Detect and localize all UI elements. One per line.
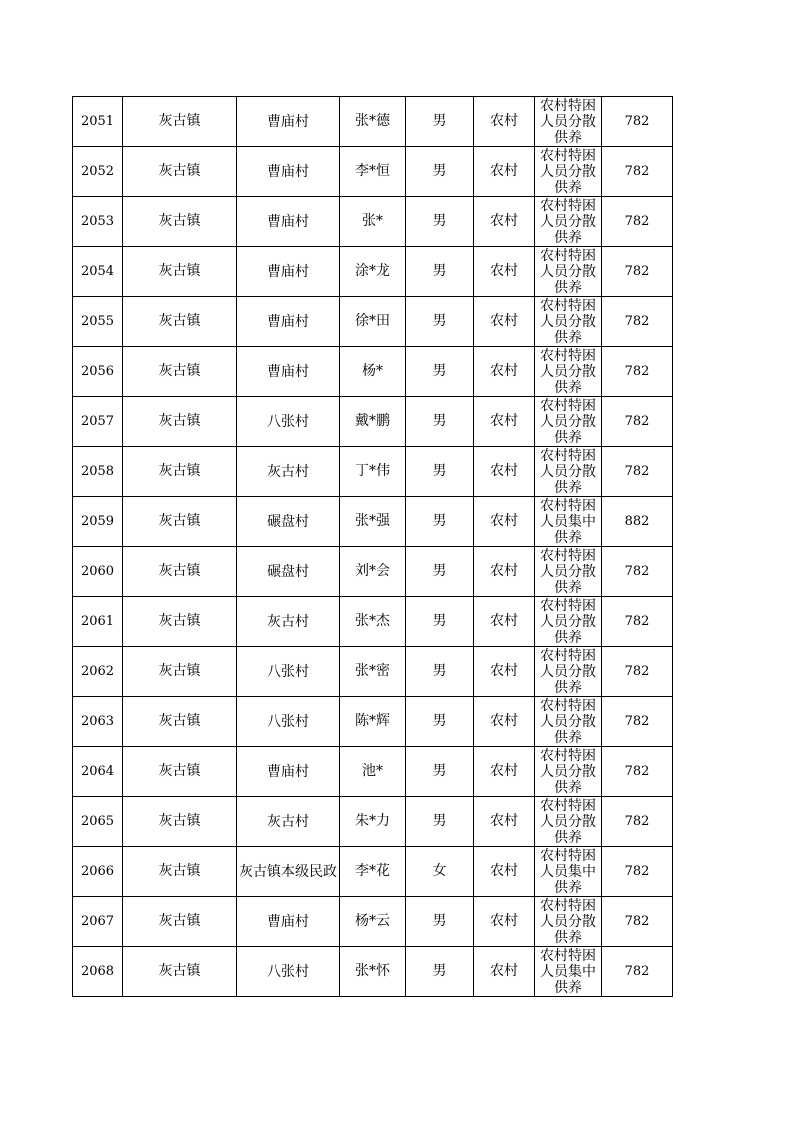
village-cell [237,547,340,597]
row-number-cell: 2063 [73,697,123,747]
row-number-cell: 2068 [73,947,123,997]
support-category-text: 农村特困人员集中供养 [540,948,596,996]
gender-cell: 女 [406,847,474,897]
row-number-cell: 2062 [73,647,123,697]
household-type-cell: 农村 [474,297,535,347]
support-category-text: 农村特困人员集中供养 [540,498,596,546]
amount-cell: 782 [602,547,673,597]
gender-cell: 男 [406,447,474,497]
support-category-text: 农村特困人员分散供养 [540,198,596,246]
village-text: 八张村 [267,963,309,980]
support-category-cell [535,397,602,447]
amount-cell: 782 [602,297,673,347]
support-category-cell [535,497,602,547]
support-category-cell [535,147,602,197]
row-number-cell: 2052 [73,147,123,197]
village-cell [237,947,340,997]
row-number-cell: 2067 [73,897,123,947]
gender-cell: 男 [406,547,474,597]
town-cell: 灰古镇 [123,247,237,297]
name-cell: 杨* [340,347,406,397]
village-text: 八张村 [267,413,309,430]
amount-cell: 782 [602,647,673,697]
household-type-cell: 农村 [474,647,535,697]
table-row [73,547,673,597]
household-type-cell: 农村 [474,497,535,547]
town-cell: 灰古镇 [123,497,237,547]
table-row [73,347,673,397]
support-category-cell [535,747,602,797]
village-text: 灰古村 [267,613,309,630]
gender-cell: 男 [406,97,474,147]
village-cell [237,247,340,297]
town-cell: 灰古镇 [123,847,237,897]
village-cell [237,347,340,397]
household-type-cell: 农村 [474,97,535,147]
name-cell: 杨*云 [340,897,406,947]
support-category-text: 农村特困人员分散供养 [540,148,596,196]
household-type-cell: 农村 [474,147,535,197]
name-cell: 张*怀 [340,947,406,997]
town-cell: 灰古镇 [123,347,237,397]
row-number-cell: 2066 [73,847,123,897]
village-cell [237,497,340,547]
gender-cell: 男 [406,947,474,997]
town-cell: 灰古镇 [123,697,237,747]
household-type-cell: 农村 [474,397,535,447]
support-category-text: 农村特困人员分散供养 [540,648,596,696]
gender-cell: 男 [406,747,474,797]
amount-cell: 782 [602,397,673,447]
support-category-text: 农村特困人员分散供养 [540,698,596,746]
gender-cell: 男 [406,647,474,697]
village-text: 碾盘村 [267,563,309,580]
amount-cell: 882 [602,497,673,547]
row-number-cell: 2057 [73,397,123,447]
town-cell: 灰古镇 [123,647,237,697]
row-number-cell: 2060 [73,547,123,597]
table-row [73,97,673,147]
name-cell: 张* [340,197,406,247]
welfare-recipient-table [72,96,673,997]
name-cell: 徐*田 [340,297,406,347]
gender-cell: 男 [406,597,474,647]
row-number-cell: 2056 [73,347,123,397]
table-row [73,947,673,997]
village-cell [237,847,340,897]
table-row [73,447,673,497]
town-cell: 灰古镇 [123,397,237,447]
support-category-cell [535,597,602,647]
village-text: 八张村 [267,713,309,730]
village-cell [237,147,340,197]
name-cell: 池* [340,747,406,797]
row-number-cell: 2051 [73,97,123,147]
town-cell: 灰古镇 [123,897,237,947]
name-cell: 戴*鹏 [340,397,406,447]
name-cell: 张*德 [340,97,406,147]
name-cell: 刘*会 [340,547,406,597]
amount-cell: 782 [602,947,673,997]
name-cell: 张*密 [340,647,406,697]
village-cell [237,797,340,847]
household-type-cell: 农村 [474,447,535,497]
gender-cell: 男 [406,497,474,547]
table-row [73,647,673,697]
town-cell: 灰古镇 [123,97,237,147]
village-text: 曹庙村 [267,313,309,330]
village-cell [237,697,340,747]
village-cell [237,297,340,347]
support-category-cell [535,197,602,247]
village-cell [237,747,340,797]
amount-cell: 782 [602,247,673,297]
support-category-cell [535,647,602,697]
name-cell: 涂*龙 [340,247,406,297]
gender-cell: 男 [406,397,474,447]
support-category-text: 农村特困人员分散供养 [540,98,596,146]
support-category-cell [535,947,602,997]
support-category-text: 农村特困人员集中供养 [540,848,596,896]
support-category-cell [535,97,602,147]
gender-cell: 男 [406,297,474,347]
village-text: 灰古村 [267,813,309,830]
gender-cell: 男 [406,197,474,247]
village-cell [237,597,340,647]
support-category-text: 农村特困人员分散供养 [540,298,596,346]
household-type-cell: 农村 [474,597,535,647]
gender-cell: 男 [406,697,474,747]
support-category-text: 农村特困人员分散供养 [540,348,596,396]
row-number-cell: 2065 [73,797,123,847]
village-cell [237,97,340,147]
village-text: 灰古镇本级民政 [239,863,337,880]
amount-cell: 782 [602,347,673,397]
support-category-cell [535,697,602,747]
village-text: 碾盘村 [267,513,309,530]
village-text: 灰古村 [267,463,309,480]
amount-cell: 782 [602,597,673,647]
village-text: 曹庙村 [267,763,309,780]
row-number-cell: 2061 [73,597,123,647]
town-cell: 灰古镇 [123,797,237,847]
gender-cell: 男 [406,797,474,847]
village-text: 曹庙村 [267,163,309,180]
town-cell: 灰古镇 [123,297,237,347]
household-type-cell: 农村 [474,897,535,947]
support-category-cell [535,547,602,597]
household-type-cell: 农村 [474,547,535,597]
village-cell [237,197,340,247]
table-row [73,897,673,947]
table-row [73,147,673,197]
name-cell: 丁*伟 [340,447,406,497]
row-number-cell: 2059 [73,497,123,547]
town-cell: 灰古镇 [123,747,237,797]
village-text: 八张村 [267,663,309,680]
amount-cell: 782 [602,797,673,847]
support-category-text: 农村特困人员分散供养 [540,398,596,446]
support-category-cell [535,797,602,847]
support-category-text: 农村特困人员分散供养 [540,448,596,496]
support-category-cell [535,247,602,297]
support-category-cell [535,347,602,397]
table-body [73,97,673,997]
name-cell: 张*强 [340,497,406,547]
table-row [73,397,673,447]
household-type-cell: 农村 [474,247,535,297]
support-category-text: 农村特困人员分散供养 [540,598,596,646]
village-text: 曹庙村 [267,913,309,930]
village-text: 曹庙村 [267,113,309,130]
row-number-cell: 2064 [73,747,123,797]
name-cell: 李*花 [340,847,406,897]
town-cell: 灰古镇 [123,147,237,197]
amount-cell: 782 [602,847,673,897]
support-category-text: 农村特困人员分散供养 [540,548,596,596]
household-type-cell: 农村 [474,947,535,997]
village-text: 曹庙村 [267,263,309,280]
amount-cell: 782 [602,747,673,797]
table-row [73,497,673,547]
table-row [73,847,673,897]
town-cell: 灰古镇 [123,547,237,597]
row-number-cell: 2058 [73,447,123,497]
support-category-cell [535,297,602,347]
town-cell: 灰古镇 [123,447,237,497]
household-type-cell: 农村 [474,347,535,397]
household-type-cell: 农村 [474,797,535,847]
village-cell [237,447,340,497]
name-cell: 朱*力 [340,797,406,847]
support-category-text: 农村特困人员分散供养 [540,748,596,796]
support-category-cell [535,897,602,947]
table-row [73,597,673,647]
household-type-cell: 农村 [474,847,535,897]
name-cell: 张*杰 [340,597,406,647]
amount-cell: 782 [602,697,673,747]
gender-cell: 男 [406,897,474,947]
row-number-cell: 2053 [73,197,123,247]
town-cell: 灰古镇 [123,197,237,247]
amount-cell: 782 [602,197,673,247]
support-category-text: 农村特困人员分散供养 [540,798,596,846]
table-row [73,797,673,847]
amount-cell: 782 [602,147,673,197]
table-row [73,697,673,747]
gender-cell: 男 [406,347,474,397]
row-number-cell: 2055 [73,297,123,347]
village-text: 曹庙村 [267,363,309,380]
amount-cell: 782 [602,97,673,147]
name-cell: 陈*辉 [340,697,406,747]
table-row [73,297,673,347]
support-category-text: 农村特困人员分散供养 [540,898,596,946]
table-row [73,247,673,297]
support-category-cell [535,847,602,897]
household-type-cell: 农村 [474,197,535,247]
village-text: 曹庙村 [267,213,309,230]
table-row [73,747,673,797]
gender-cell: 男 [406,247,474,297]
support-category-cell [535,447,602,497]
table-row [73,197,673,247]
village-cell [237,647,340,697]
amount-cell: 782 [602,447,673,497]
row-number-cell: 2054 [73,247,123,297]
name-cell: 李*恒 [340,147,406,197]
village-cell [237,397,340,447]
town-cell: 灰古镇 [123,597,237,647]
village-cell [237,897,340,947]
amount-cell: 782 [602,897,673,947]
town-cell: 灰古镇 [123,947,237,997]
support-category-text: 农村特困人员分散供养 [540,248,596,296]
household-type-cell: 农村 [474,747,535,797]
household-type-cell: 农村 [474,697,535,747]
gender-cell: 男 [406,147,474,197]
